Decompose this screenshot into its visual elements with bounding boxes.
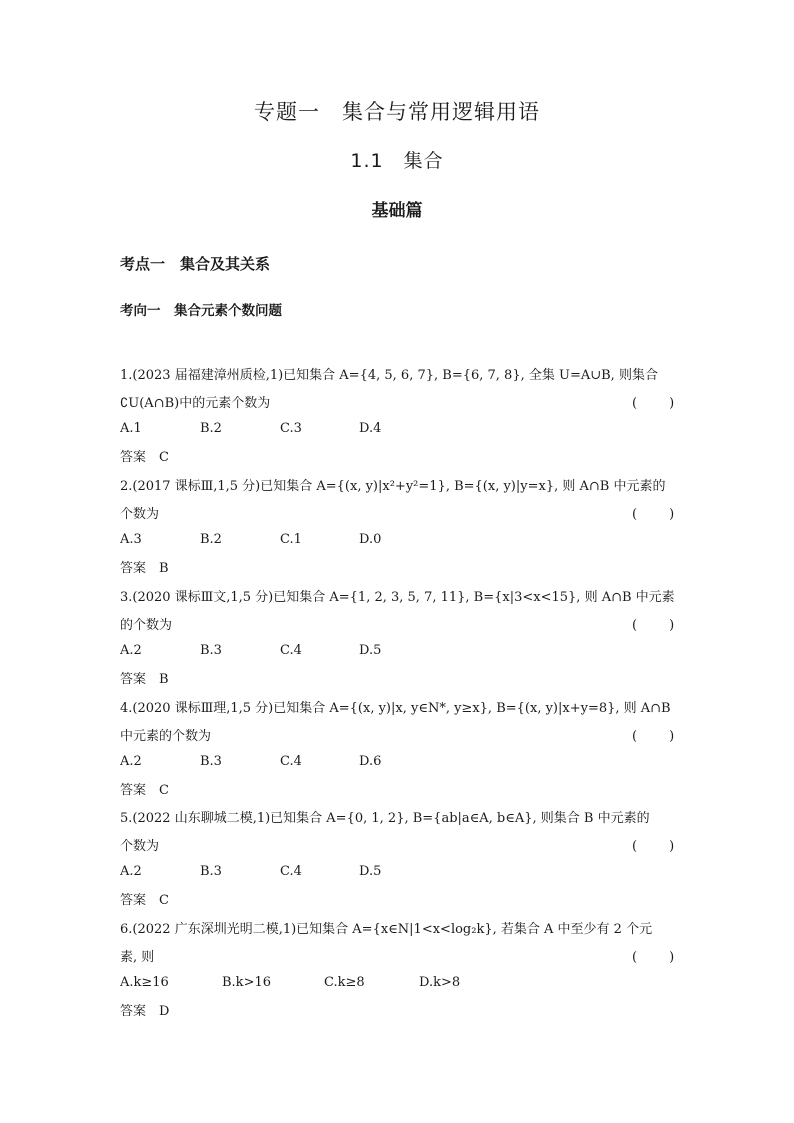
question-4-option-a: A.2: [120, 754, 142, 769]
question-2-option-b: B.2: [200, 532, 222, 547]
question-1-answer-bracket: ( ): [632, 396, 677, 411]
question-1-option-c: C.3: [280, 421, 302, 436]
question-6-answer-bracket: ( ): [632, 950, 677, 965]
question-4-option-d: D.6: [359, 754, 382, 769]
question-3-option-c: C.4: [280, 643, 302, 658]
question-6-option-d: D.k>8: [419, 975, 461, 990]
question-2-answer-bracket: ( ): [632, 507, 677, 522]
question-4-line-2: 中元素的个数为: [120, 729, 212, 744]
question-3-line-1: 3.(2020 课标Ⅲ文,1,5 分)已知集合 A={1, 2, 3, 5, 7, 11}, B={x|3<x<15}, 则 A∩B 中元素: [120, 590, 675, 605]
question-2-option-d: D.0: [359, 532, 382, 547]
question-5-option-b: B.3: [200, 864, 222, 879]
question-3-line-2: 的个数为: [120, 618, 173, 633]
section-title: 1.1 集合: [350, 150, 444, 172]
question-5-option-c: C.4: [280, 864, 302, 879]
question-5-line-2: 个数为: [120, 839, 160, 854]
question-3-option-d: D.5: [359, 643, 382, 658]
question-5-answer-bracket: ( ): [632, 839, 677, 854]
level-title: 基础篇: [371, 201, 423, 221]
question-1-line-2: ∁U(A∩B)中的元素个数为: [120, 396, 271, 411]
question-4-line-1: 4.(2020 课标Ⅲ理,1,5 分)已知集合 A={(x, y)|x, y∈N*, y≥x}, B={(x, y)|x+y=8}, 则 A∩B: [120, 701, 671, 716]
question-1-option-d: D.4: [359, 421, 382, 436]
question-3-option-b: B.3: [200, 643, 222, 658]
question-5-line-1: 5.(2022 山东聊城二模,1)已知集合 A={0, 1, 2}, B={ab|a∈A, b∈A}, 则集合 B 中元素的: [120, 811, 650, 826]
question-2-answer: 答案 B: [120, 561, 169, 576]
question-4-option-c: C.4: [280, 754, 302, 769]
question-2-line-1: 2.(2017 课标Ⅲ,1,5 分)已知集合 A={(x, y)|x²+y²=1}, B={(x, y)|y=x}, 则 A∩B 中元素的: [120, 479, 666, 494]
question-6-line-2: 素, 则: [120, 950, 155, 965]
page-title: 专题一 集合与常用逻辑用语: [254, 100, 540, 124]
question-2-line-2: 个数为: [120, 507, 160, 522]
question-4-answer: 答案 C: [120, 783, 169, 798]
question-1-option-a: A.1: [120, 421, 142, 436]
question-5-option-d: D.5: [359, 864, 382, 879]
question-4-answer-bracket: ( ): [632, 729, 677, 744]
question-1-line-1: 1.(2023 届福建漳州质检,1)已知集合 A={4, 5, 6, 7}, B={6, 7, 8}, 全集 U=A∪B, 则集合: [120, 368, 658, 383]
question-6-line-1: 6.(2022 广东深圳光明二模,1)已知集合 A={x∈N|1<x<log₂k}, 若集合 A 中至少有 2 个元: [120, 922, 653, 937]
question-3-option-a: A.2: [120, 643, 142, 658]
question-2-option-a: A.3: [120, 532, 142, 547]
question-3-answer-bracket: ( ): [632, 618, 677, 633]
question-6-option-a: A.k≥16: [120, 975, 169, 990]
question-5-answer: 答案 C: [120, 893, 169, 908]
exam-direction-heading: 考向一 集合元素个数问题: [120, 303, 282, 319]
question-3-answer: 答案 B: [120, 672, 169, 687]
question-1-option-b: B.2: [200, 421, 222, 436]
question-6-answer: 答案 D: [120, 1004, 170, 1019]
question-6-option-c: C.k≥8: [324, 975, 365, 990]
question-1-answer: 答案 C: [120, 450, 169, 465]
question-4-option-b: B.3: [200, 754, 222, 769]
question-6-option-b: B.k>16: [222, 975, 271, 990]
exam-point-heading: 考点一 集合及其关系: [120, 255, 271, 273]
question-2-option-c: C.1: [280, 532, 302, 547]
question-5-option-a: A.2: [120, 864, 142, 879]
